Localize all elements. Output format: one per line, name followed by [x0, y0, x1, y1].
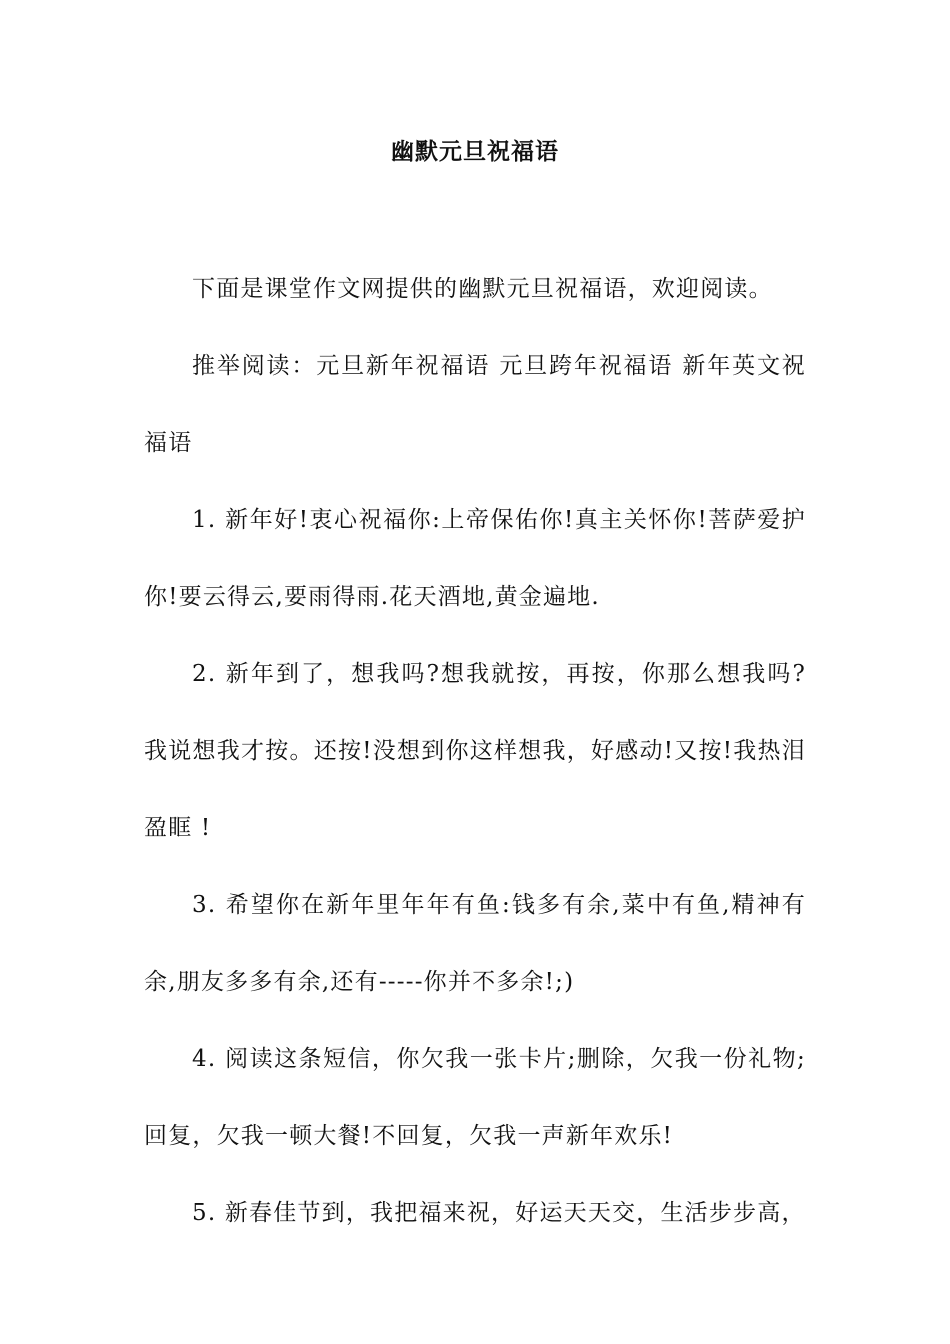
paragraph-wish-4: 4. 阅读这条短信，你欠我一张卡片;删除，欠我一份礼物;回复，欠我一顿大餐!不回复，欠我一声新年欢乐!	[144, 1046, 806, 1149]
document-title: 幽默元旦祝福语	[391, 138, 559, 165]
paragraph-wish-5: 5. 新春佳节到，我把福来祝，好运天天交，生活步步高，	[192, 1200, 806, 1226]
paragraph-intro: 下面是课堂作文网提供的幽默元旦祝福语，欢迎阅读。	[192, 276, 773, 302]
paragraph-wish-3: 3. 希望你在新年里年年有鱼:钱多有余,菜中有鱼,精神有余,朋友多多有余,还有-----你并不多余!;)	[144, 892, 806, 995]
document-body	[144, 251, 806, 1252]
paragraph-wish-1: 1. 新年好!衷心祝福你:上帝保佑你!真主关怀你!菩萨爱护你!要云得云,要雨得雨.花天酒地,黄金遍地.	[144, 507, 806, 610]
paragraph-wish-2: 2. 新年到了，想我吗?想我就按，再按，你那么想我吗?我说想我才按。还按!没想到你这样想我，好感动!又按!我热泪盈眶 !	[144, 661, 806, 841]
paragraph-recommended-reading: 推举阅读：元旦新年祝福语 元旦跨年祝福语 新年英文祝福语	[144, 353, 806, 456]
